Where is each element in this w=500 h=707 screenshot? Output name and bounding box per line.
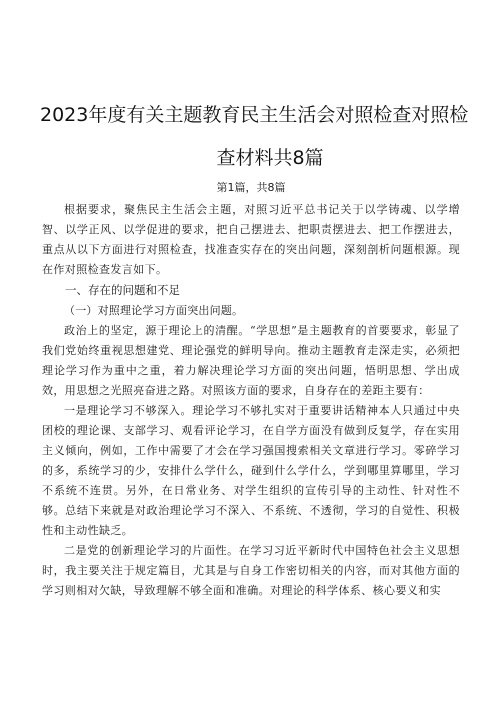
body-paragraph: 一是理论学习不够深入。理论学习不够扎实对于重要讲话精神本人只通过中央团校的理论课、支部学习、观看评论学习，在自学方面没有做到反复学，存在实用主义倾向，例如，工作中需要了才会在学习强国搜索相关文章进行学习。零碎学习的多，系统学习的少，安排什么学什么，碰到什么学什么，学到哪里算哪里，学习不系统不连贯。另外，在日常业务、对学生组织的宣传引导的主动性、针对性不够。总结下来就是对政治理论学习不深入、不系统、不透彻，学习的自觉性、积极性和主动性缺乏。 bbox=[42, 404, 460, 537]
subsection-heading: （一）对照理论学习方面突出问题。 bbox=[64, 304, 244, 317]
document-title-line-1: 2023年度有关主题教育民主生活会对照检查对照检 bbox=[40, 104, 469, 126]
body-paragraph: 二是党的创新理论学习的片面性。在学习习近平新时代中国特色社会主义思想时，我主要关注于规定篇目，尤其是与自身工作密切相关的内容，而对其他方面的学习则相对欠缺，导致理解不够全面和准确。对理论的科学体系、核心要义和实 bbox=[42, 544, 460, 597]
document-title-line-2: 查材料共8篇 bbox=[216, 147, 324, 169]
section-heading: 一、存在的问题和不足 bbox=[65, 283, 180, 297]
body-paragraph: 政治上的坚定，源于理论上的清醒。“学思想”是主题教育的首要要求，彰显了我们党始终重视思想建党、理论强党的鲜明导向。推动主题教育走深走实，必须把理论学习作为重中之重，着力解决理论学习方面的突出问题，悟明思想、学出成效，用思想之光照亮奋进之路。对照该方面的要求，自身存在的差距主要有： bbox=[42, 324, 460, 397]
intro-paragraph: 根据要求，聚焦民主生活会主题，对照习近平总书记关于以学铸魂、以学增智、以学正风、以学促进的要求，把自己摆进去、把职责摆进去、把工作摆进去，重点从以下方面进行对照检查，找准查实存在的突出问题，深刻剖析问题根源。现在作对照检查发言如下。 bbox=[42, 203, 460, 276]
document-body bbox=[42, 178, 460, 601]
document-subtitle: 第1篇，共8篇 bbox=[216, 181, 286, 194]
